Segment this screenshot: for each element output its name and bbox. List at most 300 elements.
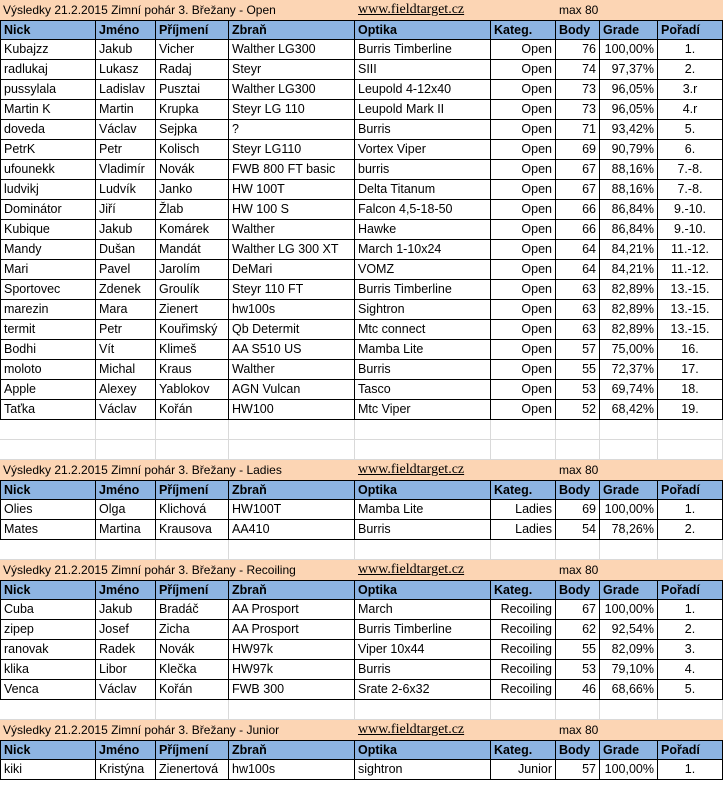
table-cell: Pavel: [96, 260, 156, 280]
column-header: Nick: [0, 581, 96, 599]
column-header: Kateg.: [491, 481, 556, 499]
table-cell: moloto: [0, 360, 96, 380]
table-cell: 68,66%: [600, 680, 658, 700]
table-cell: 54: [556, 520, 600, 540]
table-cell: Open: [491, 80, 556, 100]
table-cell: Olies: [0, 500, 96, 520]
column-header: Nick: [0, 741, 96, 759]
table-row: [0, 240, 723, 260]
section-title-row: [0, 720, 723, 740]
table-row: [0, 660, 723, 680]
table-cell: Bradáč: [156, 600, 229, 620]
table-cell: 73: [556, 100, 600, 120]
table-cell: Open: [491, 120, 556, 140]
website-link[interactable]: www.fieldtarget.cz: [358, 2, 465, 17]
table-cell: Junior: [491, 760, 556, 780]
table-cell: kiki: [0, 760, 96, 780]
table-cell: Klečka: [156, 660, 229, 680]
table-cell: Open: [491, 380, 556, 400]
table-cell: hw100s: [229, 300, 355, 320]
table-cell: Burris Timberline: [355, 620, 491, 640]
table-cell: 13.-15.: [658, 300, 723, 320]
table-cell: radlukaj: [0, 60, 96, 80]
table-cell: Žlab: [156, 200, 229, 220]
table-cell: Jiří: [96, 200, 156, 220]
table-cell: HW100: [229, 400, 355, 420]
table-row: [0, 260, 723, 280]
table-cell: zipep: [0, 620, 96, 640]
table-cell: 93,42%: [600, 120, 658, 140]
table-cell: Open: [491, 280, 556, 300]
table-cell: Jakub: [96, 220, 156, 240]
table-cell: 7.-8.: [658, 160, 723, 180]
table-cell: 1.: [658, 760, 723, 780]
table-cell: Mara: [96, 300, 156, 320]
table-cell: HW 100 S: [229, 200, 355, 220]
max-score-label: max 80: [559, 723, 599, 737]
table-cell: Open: [491, 320, 556, 340]
table-cell: Mates: [0, 520, 96, 540]
table-cell: Lukasz: [96, 60, 156, 80]
table-cell: Open: [491, 200, 556, 220]
table-cell: 11.-12.: [658, 240, 723, 260]
table-cell: Burris Timberline: [355, 40, 491, 60]
table-cell: Zienertová: [156, 760, 229, 780]
table-cell: Open: [491, 360, 556, 380]
column-header: Pořadí: [658, 581, 723, 599]
column-header: Body: [556, 481, 600, 499]
column-header: Pořadí: [658, 481, 723, 499]
table-cell: Vladimír: [96, 160, 156, 180]
table-cell: Petr: [96, 140, 156, 160]
table-cell: Jakub: [96, 600, 156, 620]
table-cell: 69,74%: [600, 380, 658, 400]
table-cell: Venca: [0, 680, 96, 700]
table-cell: Cuba: [0, 600, 96, 620]
table-cell: Radek: [96, 640, 156, 660]
table-cell: HW97k: [229, 640, 355, 660]
table-cell: Martina: [96, 520, 156, 540]
table-cell: FWB 800 FT basic: [229, 160, 355, 180]
table-cell: 68,42%: [600, 400, 658, 420]
table-cell: 96,05%: [600, 100, 658, 120]
table-cell: 5.: [658, 680, 723, 700]
table-cell: Steyr: [229, 60, 355, 80]
table-cell: Burris: [355, 360, 491, 380]
column-header: Zbraň: [229, 581, 355, 599]
table-cell: 55: [556, 640, 600, 660]
table-cell: Vít: [96, 340, 156, 360]
table-row: [0, 360, 723, 380]
table-cell: Open: [491, 60, 556, 80]
table-cell: Ladies: [491, 500, 556, 520]
table-cell: Viper 10x44: [355, 640, 491, 660]
table-cell: 2.: [658, 620, 723, 640]
table-cell: Recoiling: [491, 680, 556, 700]
table-cell: 63: [556, 320, 600, 340]
table-cell: March 1-10x24: [355, 240, 491, 260]
table-cell: Open: [491, 140, 556, 160]
table-cell: Dušan: [96, 240, 156, 260]
table-cell: 75,00%: [600, 340, 658, 360]
column-header: Body: [556, 21, 600, 39]
table-cell: Steyr LG110: [229, 140, 355, 160]
column-header: Grade: [600, 21, 658, 39]
column-header: Zbraň: [229, 481, 355, 499]
table-row: [0, 180, 723, 200]
column-header: Body: [556, 581, 600, 599]
table-cell: 7.-8.: [658, 180, 723, 200]
spacer-row: [0, 540, 723, 560]
table-row: [0, 200, 723, 220]
table-cell: Kolisch: [156, 140, 229, 160]
table-cell: Taťka: [0, 400, 96, 420]
table-cell: Ludvík: [96, 180, 156, 200]
table-cell: 9.-10.: [658, 220, 723, 240]
table-cell: Václav: [96, 400, 156, 420]
table-cell: Walther LG 300 XT: [229, 240, 355, 260]
column-header: Optika: [355, 741, 491, 759]
column-header: Pořadí: [658, 21, 723, 39]
table-cell: Leupold 4-12x40: [355, 80, 491, 100]
table-cell: 84,21%: [600, 260, 658, 280]
spacer-row: [0, 440, 723, 460]
table-cell: Burris Timberline: [355, 280, 491, 300]
table-cell: Recoiling: [491, 660, 556, 680]
table-cell: 92,54%: [600, 620, 658, 640]
table-cell: 63: [556, 300, 600, 320]
table-cell: HW100T: [229, 500, 355, 520]
table-cell: Sejpka: [156, 120, 229, 140]
table-cell: 2.: [658, 60, 723, 80]
table-row: [0, 40, 723, 60]
section-title: Výsledky 21.2.2015 Zimní pohár 3. Břežany - Recoiling: [3, 563, 296, 577]
table-cell: 64: [556, 260, 600, 280]
table-cell: Kristýna: [96, 760, 156, 780]
table-cell: Kubique: [0, 220, 96, 240]
column-header: Příjmení: [156, 21, 229, 39]
website-link[interactable]: www.fieldtarget.cz: [358, 722, 465, 737]
table-cell: Bodhi: [0, 340, 96, 360]
table-cell: 13.-15.: [658, 280, 723, 300]
table-cell: Janko: [156, 180, 229, 200]
table-cell: Kraus: [156, 360, 229, 380]
table-cell: Open: [491, 340, 556, 360]
table-cell: 1.: [658, 600, 723, 620]
table-cell: Libor: [96, 660, 156, 680]
table-cell: Dominátor: [0, 200, 96, 220]
table-row: [0, 380, 723, 400]
table-cell: DeMari: [229, 260, 355, 280]
max-score-label: max 80: [559, 3, 599, 17]
table-cell: Apple: [0, 380, 96, 400]
table-row: [0, 160, 723, 180]
table-cell: Qb Determit: [229, 320, 355, 340]
table-cell: Mtc connect: [355, 320, 491, 340]
table-cell: 18.: [658, 380, 723, 400]
table-cell: 9.-10.: [658, 200, 723, 220]
column-header: Pořadí: [658, 741, 723, 759]
table-cell: 76: [556, 40, 600, 60]
table-cell: 69: [556, 140, 600, 160]
column-header: Nick: [0, 481, 96, 499]
table-cell: AA Prosport: [229, 620, 355, 640]
table-cell: Václav: [96, 680, 156, 700]
table-cell: 82,09%: [600, 640, 658, 660]
table-cell: 53: [556, 380, 600, 400]
table-cell: Walther: [229, 360, 355, 380]
table-cell: Mamba Lite: [355, 500, 491, 520]
table-cell: 86,84%: [600, 220, 658, 240]
column-header: Jméno: [96, 741, 156, 759]
table-cell: 66: [556, 200, 600, 220]
table-cell: Novák: [156, 160, 229, 180]
table-cell: Leupold Mark II: [355, 100, 491, 120]
column-header: Optika: [355, 21, 491, 39]
table-cell: doveda: [0, 120, 96, 140]
table-row: [0, 620, 723, 640]
table-cell: PetrK: [0, 140, 96, 160]
table-cell: Kouřimský: [156, 320, 229, 340]
table-cell: 57: [556, 340, 600, 360]
table-cell: Kubajzz: [0, 40, 96, 60]
table-cell: Klimeš: [156, 340, 229, 360]
table-row: [0, 600, 723, 620]
table-cell: 3.r: [658, 80, 723, 100]
table-row: [0, 680, 723, 700]
column-header: Optika: [355, 581, 491, 599]
table-cell: 67: [556, 160, 600, 180]
table-cell: Krupka: [156, 100, 229, 120]
section-title-row: [0, 560, 723, 580]
table-cell: 88,16%: [600, 160, 658, 180]
table-cell: Yablokov: [156, 380, 229, 400]
table-cell: 13.-15.: [658, 320, 723, 340]
table-cell: ludvikj: [0, 180, 96, 200]
table-cell: 78,26%: [600, 520, 658, 540]
table-row: [0, 640, 723, 660]
table-cell: 96,05%: [600, 80, 658, 100]
section-title: Výsledky 21.2.2015 Zimní pohár 3. Břežany - Junior: [3, 723, 280, 737]
column-header: Nick: [0, 21, 96, 39]
table-row: [0, 340, 723, 360]
table-cell: AA Prosport: [229, 600, 355, 620]
table-cell: 73: [556, 80, 600, 100]
table-cell: 100,00%: [600, 500, 658, 520]
table-cell: Walther LG300: [229, 40, 355, 60]
table-cell: Open: [491, 220, 556, 240]
table-cell: 67: [556, 600, 600, 620]
column-header: Kateg.: [491, 581, 556, 599]
table-cell: Josef: [96, 620, 156, 640]
table-cell: FWB 300: [229, 680, 355, 700]
table-cell: 100,00%: [600, 600, 658, 620]
table-row: [0, 220, 723, 240]
table-cell: Novák: [156, 640, 229, 660]
table-cell: Vicher: [156, 40, 229, 60]
table-cell: Srate 2-6x32: [355, 680, 491, 700]
table-cell: Kořán: [156, 680, 229, 700]
table-cell: Ladies: [491, 520, 556, 540]
column-header: Grade: [600, 741, 658, 759]
table-cell: 63: [556, 280, 600, 300]
column-header: Jméno: [96, 481, 156, 499]
table-cell: Steyr 110 FT: [229, 280, 355, 300]
table-cell: Walther: [229, 220, 355, 240]
website-link[interactable]: www.fieldtarget.cz: [358, 562, 465, 577]
table-cell: 4.r: [658, 100, 723, 120]
max-score-label: max 80: [559, 463, 599, 477]
table-cell: AGN Vulcan: [229, 380, 355, 400]
table-cell: pussylala: [0, 80, 96, 100]
section-title-row: [0, 460, 723, 480]
table-cell: Recoiling: [491, 600, 556, 620]
website-link[interactable]: www.fieldtarget.cz: [358, 462, 465, 477]
table-cell: Steyr LG 110: [229, 100, 355, 120]
table-cell: Hawke: [355, 220, 491, 240]
table-cell: 46: [556, 680, 600, 700]
table-cell: 84,21%: [600, 240, 658, 260]
column-header: Zbraň: [229, 21, 355, 39]
spacer-row: [0, 700, 723, 720]
table-cell: SIII: [355, 60, 491, 80]
table-cell: Krausova: [156, 520, 229, 540]
table-cell: Falcon 4,5-18-50: [355, 200, 491, 220]
column-header: Grade: [600, 481, 658, 499]
table-cell: 71: [556, 120, 600, 140]
table-row: [0, 520, 723, 540]
table-cell: 1.: [658, 500, 723, 520]
table-row: [0, 280, 723, 300]
column-header-row: [0, 480, 723, 500]
table-cell: 19.: [658, 400, 723, 420]
table-cell: 86,84%: [600, 200, 658, 220]
table-cell: Zienert: [156, 300, 229, 320]
table-cell: Martin K: [0, 100, 96, 120]
table-cell: Delta Titanum: [355, 180, 491, 200]
table-cell: 64: [556, 240, 600, 260]
table-cell: Václav: [96, 120, 156, 140]
table-cell: Mamba Lite: [355, 340, 491, 360]
column-header: Příjmení: [156, 741, 229, 759]
table-cell: 62: [556, 620, 600, 640]
table-cell: Sightron: [355, 300, 491, 320]
table-row: [0, 60, 723, 80]
table-cell: Burris: [355, 520, 491, 540]
table-cell: Olga: [96, 500, 156, 520]
table-row: [0, 320, 723, 340]
table-cell: marezin: [0, 300, 96, 320]
table-cell: Radaj: [156, 60, 229, 80]
table-cell: 11.-12.: [658, 260, 723, 280]
table-cell: 16.: [658, 340, 723, 360]
column-header: Příjmení: [156, 481, 229, 499]
column-header-row: [0, 580, 723, 600]
table-row: [0, 400, 723, 420]
table-row: [0, 300, 723, 320]
column-header: Optika: [355, 481, 491, 499]
table-cell: Recoiling: [491, 640, 556, 660]
table-cell: 66: [556, 220, 600, 240]
section-title: Výsledky 21.2.2015 Zimní pohár 3. Břežany - Open: [3, 3, 276, 17]
column-header: Kateg.: [491, 21, 556, 39]
table-cell: Burris: [355, 120, 491, 140]
table-cell: 82,89%: [600, 300, 658, 320]
table-cell: 82,89%: [600, 320, 658, 340]
table-cell: 52: [556, 400, 600, 420]
table-row: [0, 120, 723, 140]
table-cell: HW97k: [229, 660, 355, 680]
table-cell: 82,89%: [600, 280, 658, 300]
column-header: Grade: [600, 581, 658, 599]
table-cell: Groulík: [156, 280, 229, 300]
column-header: Kateg.: [491, 741, 556, 759]
table-cell: ranovak: [0, 640, 96, 660]
spacer-row: [0, 420, 723, 440]
table-cell: 53: [556, 660, 600, 680]
table-cell: HW 100T: [229, 180, 355, 200]
table-cell: Alexey: [96, 380, 156, 400]
table-cell: Michal: [96, 360, 156, 380]
table-cell: 79,10%: [600, 660, 658, 680]
table-row: [0, 500, 723, 520]
table-cell: Mandát: [156, 240, 229, 260]
column-header: Jméno: [96, 581, 156, 599]
table-cell: 55: [556, 360, 600, 380]
column-header: Jméno: [96, 21, 156, 39]
table-cell: hw100s: [229, 760, 355, 780]
table-cell: 90,79%: [600, 140, 658, 160]
table-cell: Open: [491, 160, 556, 180]
column-header-row: [0, 740, 723, 760]
table-cell: 5.: [658, 120, 723, 140]
table-cell: 69: [556, 500, 600, 520]
table-cell: Mtc Viper: [355, 400, 491, 420]
table-cell: Open: [491, 40, 556, 60]
table-cell: 67: [556, 180, 600, 200]
table-cell: Vortex Viper: [355, 140, 491, 160]
table-cell: Tasco: [355, 380, 491, 400]
section-title-row: [0, 0, 723, 20]
table-cell: Open: [491, 240, 556, 260]
table-cell: 88,16%: [600, 180, 658, 200]
table-cell: Martin: [96, 100, 156, 120]
table-cell: Mandy: [0, 240, 96, 260]
max-score-label: max 80: [559, 563, 599, 577]
section-title: Výsledky 21.2.2015 Zimní pohár 3. Břežany - Ladies: [3, 463, 282, 477]
table-cell: 74: [556, 60, 600, 80]
table-cell: Pusztai: [156, 80, 229, 100]
column-header: Příjmení: [156, 581, 229, 599]
table-cell: ?: [229, 120, 355, 140]
table-cell: 100,00%: [600, 40, 658, 60]
table-cell: Sportovec: [0, 280, 96, 300]
table-cell: 97,37%: [600, 60, 658, 80]
table-cell: 4.: [658, 660, 723, 680]
table-cell: 6.: [658, 140, 723, 160]
table-cell: Klichová: [156, 500, 229, 520]
table-cell: 100,00%: [600, 760, 658, 780]
column-header: Body: [556, 741, 600, 759]
table-cell: 57: [556, 760, 600, 780]
table-cell: ufounekk: [0, 160, 96, 180]
table-cell: sightron: [355, 760, 491, 780]
table-cell: Komárek: [156, 220, 229, 240]
table-cell: termit: [0, 320, 96, 340]
table-cell: Mari: [0, 260, 96, 280]
table-cell: Recoiling: [491, 620, 556, 640]
table-cell: Zicha: [156, 620, 229, 640]
